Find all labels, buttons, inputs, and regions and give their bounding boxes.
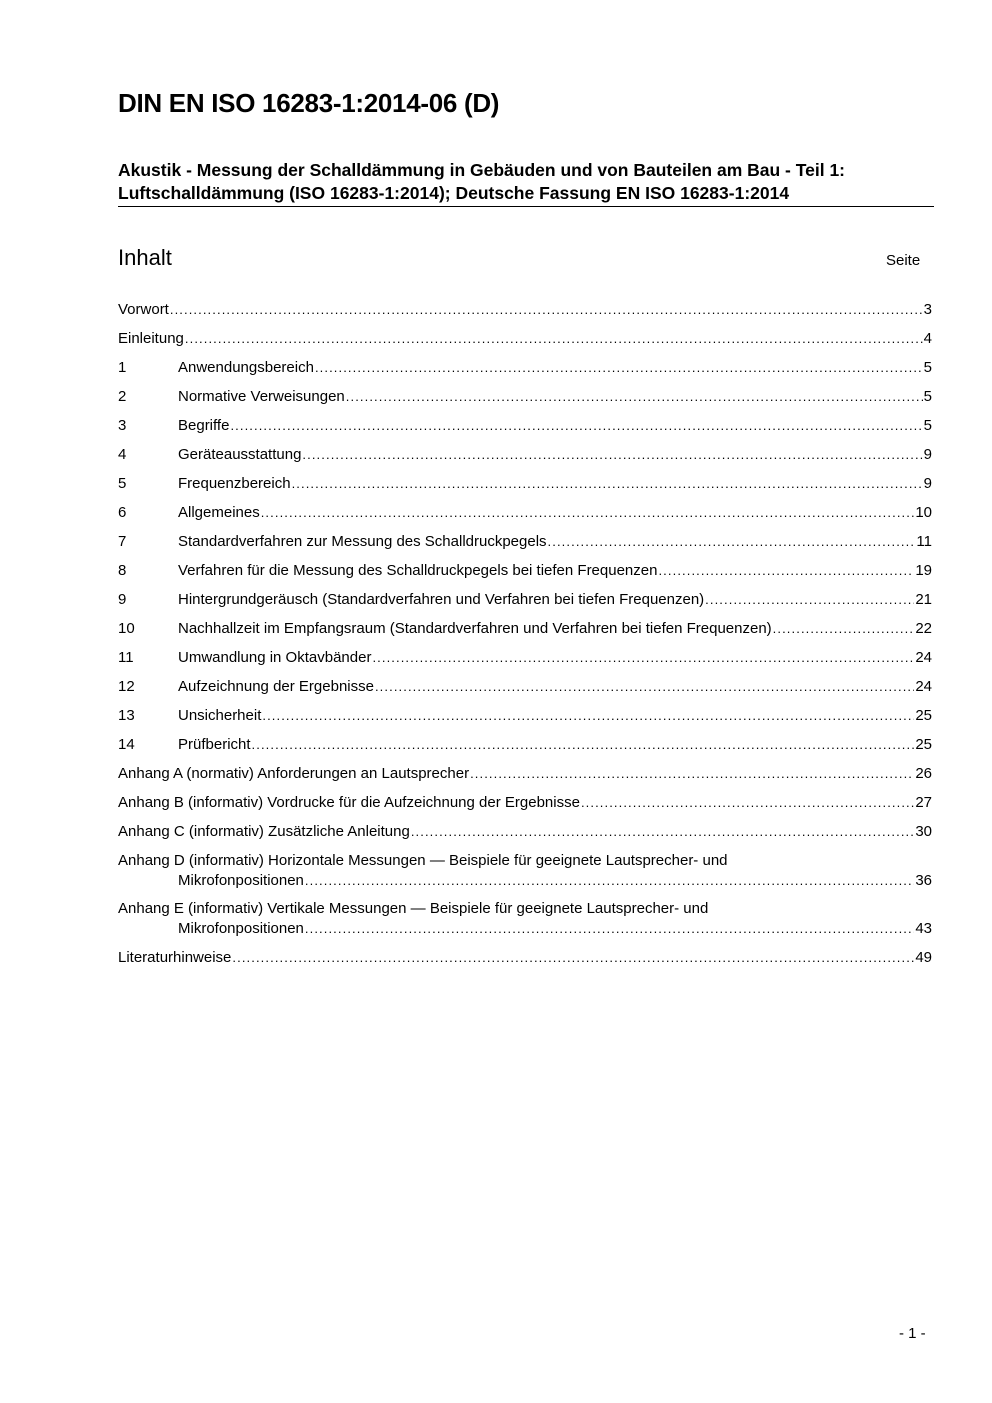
toc-entry-title: Umwandlung in Oktavbänder [178,649,372,666]
dot-leader [375,677,914,697]
dot-leader [232,948,914,968]
toc-entry-page: 19 [915,562,932,579]
toc-entry-number: 4 [118,446,127,463]
toc-entry-title: Vorwort [118,301,169,318]
toc-entry-title: Unsicherheit [178,707,262,724]
toc-entry-title: Standardverfahren zur Messung des Schalldruckpegels [178,533,547,550]
dot-leader [372,648,914,668]
dot-leader [302,445,922,465]
dot-leader [315,358,923,378]
toc-entry-number: 2 [118,388,127,405]
toc-entry[interactable] [118,948,932,968]
dot-leader [292,474,923,494]
toc-entry-title: Begriffe [178,417,230,434]
dot-leader [773,619,915,639]
toc-entry-title: Anhang D (informativ) Horizontale Messungen — Beispiele für geeignete Lautsprecher- und [118,852,728,869]
toc-entry[interactable] [118,648,932,668]
dot-leader [262,706,914,726]
dot-leader [548,532,916,552]
toc-entry-page: 30 [915,823,932,840]
toc-entry-number: 7 [118,533,127,550]
toc-entry[interactable] [118,387,932,407]
toc-entry-title: Anwendungsbereich [178,359,314,376]
toc-entry[interactable] [118,735,932,755]
toc-entry-page: 36 [915,872,932,889]
toc-entry-page: 25 [915,736,932,753]
toc-entry[interactable] [118,445,932,465]
toc-entry-page: 27 [915,794,932,811]
toc-entry[interactable] [118,590,932,610]
toc-entry-number: 9 [118,591,127,608]
toc-entry[interactable] [118,503,932,523]
toc-entry[interactable] [118,561,932,581]
toc-entry[interactable] [118,416,932,436]
toc-entry-page: 11 [916,533,932,550]
toc-heading: Inhalt [118,245,172,270]
toc-entry[interactable] [118,532,932,552]
dot-leader [305,919,914,939]
toc-entry-number: 8 [118,562,127,579]
toc-entry-title: Verfahren für die Messung des Schalldruckpegels bei tiefen Frequenzen [178,562,658,579]
toc-entry-title-continuation: Mikrofonpositionen [178,920,304,937]
toc-entry[interactable] [118,358,932,378]
toc-entry[interactable] [118,300,932,320]
toc-entry-page: 24 [915,649,932,666]
dot-leader [170,300,923,320]
dot-leader [252,735,915,755]
toc-entry-title: Geräteausstattung [178,446,302,463]
toc-entry[interactable] [118,474,932,494]
toc-entry-number: 11 [118,649,134,666]
dot-leader [305,871,914,891]
toc-entry[interactable] [118,851,932,891]
toc-entry-title: Anhang C (informativ) Zusätzliche Anleitung [118,823,410,840]
toc-entry-number: 1 [118,359,127,376]
toc-entry-number: 5 [118,475,127,492]
toc-entry-page: 10 [915,504,932,521]
toc-entry-number: 3 [118,417,127,434]
dot-leader [470,764,914,784]
toc-entry-title: Anhang A (normativ) Anforderungen an Lautsprecher [118,765,470,782]
document-subtitle: Akustik - Messung der Schalldämmung in Gebäuden und von Bauteilen am Bau - Teil 1: Luftschalldämmung (ISO 16283-1:2014); Deutsche Fassung EN ISO 16283-1:2014 [118,160,846,203]
toc-entry-number: 14 [118,736,135,753]
toc-entry-title: Allgemeines [178,504,260,521]
dot-leader [185,329,923,349]
dot-leader [581,793,914,813]
toc-entry-title: Einleitung [118,330,184,347]
toc-entry-page: 25 [915,707,932,724]
toc-entry-page: 21 [915,591,932,608]
toc-entry[interactable] [118,329,932,349]
toc-entry-page: 4 [923,330,932,347]
toc-entry-title: Anhang B (informativ) Vordrucke für die Aufzeichnung der Ergebnisse [118,794,580,811]
dot-leader [261,503,915,523]
toc-entry-title: Literaturhinweise [118,949,232,966]
toc-entry-page: 26 [915,765,932,782]
toc-entry[interactable] [118,822,932,842]
toc-page-column-label: Seite [886,252,921,269]
toc-entry-page: 22 [915,620,932,637]
toc-entry[interactable] [118,793,932,813]
document-id: DIN EN ISO 16283-1:2014-06 (D) [118,88,500,118]
toc-entry-number: 6 [118,504,127,521]
toc-entry-number: 13 [118,707,135,724]
toc-entry-page: 3 [923,301,932,318]
toc-entry-title: Normative Verweisungen [178,388,345,405]
toc-entry-title: Anhang E (informativ) Vertikale Messungen — Beispiele für geeignete Lautsprecher- und [118,900,709,917]
toc-entry[interactable] [118,764,932,784]
title-divider [118,206,934,207]
toc-entry-page: 49 [915,949,932,966]
toc-entry-number: 12 [118,678,135,695]
toc-entry-title: Prüfbericht [178,736,251,753]
dot-leader [705,590,914,610]
toc-entry-page: 5 [923,359,932,376]
toc-entry-title: Nachhallzeit im Empfangsraum (Standardverfahren und Verfahren bei tiefen Frequenzen) [178,620,772,637]
dot-leader [346,387,923,407]
toc-entry-page: 9 [923,446,932,463]
toc-entry-title: Frequenzbereich [178,475,291,492]
toc-entry-title: Aufzeichnung der Ergebnisse [178,678,374,695]
toc-entry-title-continuation: Mikrofonpositionen [178,872,304,889]
dot-leader [230,416,922,436]
toc-entry-page: 5 [923,388,932,405]
dot-leader [658,561,914,581]
toc-entry-page: 5 [923,417,932,434]
toc-entry-title: Hintergrundgeräusch (Standardverfahren und Verfahren bei tiefen Frequenzen) [178,591,705,608]
dot-leader [411,822,915,842]
toc-entry-page: 43 [915,920,932,937]
toc-entry-number: 10 [118,620,135,637]
toc-entry[interactable] [118,899,932,939]
toc-entry[interactable] [118,706,932,726]
toc-entry-page: 9 [923,475,932,492]
page-number: - 1 - [899,1325,926,1342]
toc-entry-page: 24 [915,678,932,695]
toc-entry[interactable] [118,619,932,639]
toc-entry[interactable] [118,677,932,697]
